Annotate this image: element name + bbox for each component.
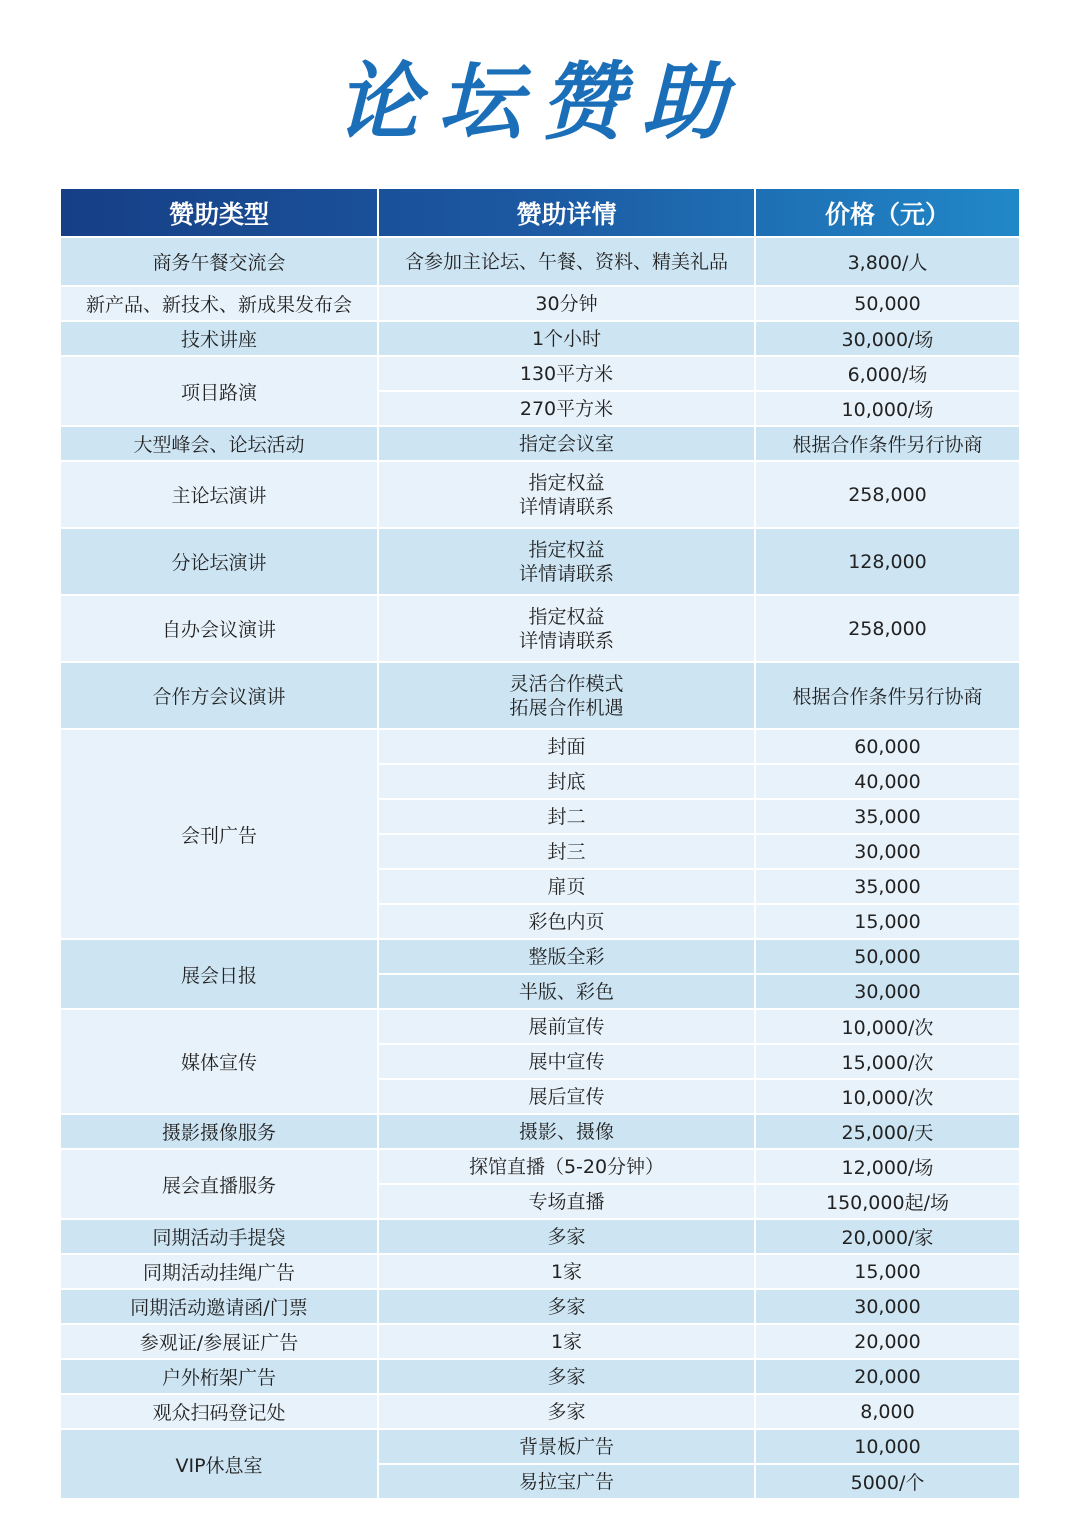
table-row: [61, 320, 1019, 355]
sponsor-type-cell: 媒体宣传: [61, 1010, 379, 1113]
price-cell: 根据合作条件另行协商: [792, 434, 983, 456]
detail-cell: [379, 1185, 756, 1218]
price-cell: 20,000: [854, 1365, 921, 1388]
detail-text: 指定会议室: [518, 432, 614, 455]
table-body: [61, 236, 1019, 1498]
price-cell: 8,000: [860, 1400, 915, 1423]
detail-cell: [379, 1465, 756, 1498]
sponsor-option-row: [379, 1010, 1019, 1043]
sponsor-options: [379, 287, 1019, 320]
detail-text: 易拉宝广告: [518, 1470, 614, 1493]
price-cell: 30,000: [854, 1295, 921, 1318]
sponsor-option-row: [379, 322, 1019, 355]
detail-cell: [379, 835, 756, 868]
detail-text: 指定权益: [528, 471, 605, 494]
detail-text: 拓展合作机遇: [509, 696, 624, 719]
detail-text: 封三: [547, 840, 586, 863]
detail-text: 多家: [547, 1225, 586, 1248]
detail-text: 多家: [547, 1295, 586, 1318]
table-row: [61, 1253, 1019, 1288]
sponsor-type-cell: 大型峰会、论坛活动: [61, 427, 379, 460]
detail-cell: [379, 1360, 756, 1393]
detail-cell: [379, 1325, 756, 1358]
sponsor-type-cell: 自办会议演讲: [61, 596, 379, 661]
header-detail: 赞助详情: [379, 189, 756, 236]
table-row: [61, 425, 1019, 460]
sponsor-option-row: [379, 238, 1019, 285]
price-cell: 30,000/场: [841, 329, 934, 351]
detail-cell: [379, 392, 756, 425]
detail-cell: [379, 596, 756, 661]
sponsor-options: [379, 940, 1019, 1008]
sponsor-option-row: [379, 1463, 1019, 1498]
detail-text: 灵活合作模式: [509, 672, 624, 695]
price-cell: 6,000/场: [847, 364, 928, 386]
detail-cell: [379, 975, 756, 1008]
sponsor-options: [379, 1010, 1019, 1113]
sponsor-option-row: [379, 1043, 1019, 1078]
sponsor-option-row: [379, 1325, 1019, 1358]
detail-text: 1家: [550, 1330, 583, 1353]
detail-text: 封面: [547, 735, 586, 758]
sponsor-options: [379, 1220, 1019, 1253]
sponsor-option-row: [379, 529, 1019, 594]
table-row: [61, 1393, 1019, 1428]
sponsor-option-row: [379, 1183, 1019, 1218]
sponsor-options: [379, 357, 1019, 425]
sponsor-option-row: [379, 1078, 1019, 1113]
sponsor-options: [379, 663, 1019, 728]
detail-text: 含参加主论坛、午餐、资料、精美礼品: [404, 250, 728, 273]
detail-cell: [379, 1395, 756, 1428]
sponsor-type-cell: 同期活动手提袋: [61, 1220, 379, 1253]
sponsor-option-row: [379, 1115, 1019, 1148]
sponsor-type-cell: 观众扫码登记处: [61, 1395, 379, 1428]
detail-text: 30分钟: [535, 292, 598, 315]
table-row: [61, 661, 1019, 728]
detail-cell: [379, 905, 756, 938]
sponsor-option-row: [379, 596, 1019, 661]
sponsor-option-row: [379, 1395, 1019, 1428]
detail-cell: [379, 730, 756, 763]
detail-text: 详情请联系: [518, 495, 614, 518]
table-row: [61, 1218, 1019, 1253]
detail-cell: [379, 870, 756, 903]
detail-text: 指定权益: [528, 538, 605, 561]
sponsor-options: [379, 1360, 1019, 1393]
sponsor-options: [379, 596, 1019, 661]
table-row: [61, 938, 1019, 1008]
sponsor-options: [379, 1290, 1019, 1323]
detail-cell: [379, 462, 756, 527]
price-cell: 258,000: [848, 617, 927, 640]
sponsor-type-cell: 商务午餐交流会: [61, 238, 379, 285]
sponsor-type-cell: 展会直播服务: [61, 1150, 379, 1218]
detail-cell: [379, 1220, 756, 1253]
sponsor-type-cell: VIP休息室: [61, 1430, 379, 1498]
sponsor-type-cell: 合作方会议演讲: [61, 663, 379, 728]
price-cell: 12,000/场: [841, 1157, 934, 1179]
table-row: [61, 1358, 1019, 1393]
sponsor-type-cell: 技术讲座: [61, 322, 379, 355]
detail-cell: [379, 1080, 756, 1113]
table-row: [61, 1428, 1019, 1498]
price-cell: 258,000: [848, 483, 927, 506]
price-cell: 128,000: [848, 550, 927, 573]
price-cell: 60,000: [854, 735, 921, 758]
sponsor-option-row: [379, 903, 1019, 938]
sponsor-option-row: [379, 868, 1019, 903]
price-cell: 10,000/场: [841, 399, 934, 421]
detail-text: 封二: [547, 805, 586, 828]
table-row: [61, 1323, 1019, 1358]
sponsor-type-cell: 会刊广告: [61, 730, 379, 938]
sponsor-options: [379, 1325, 1019, 1358]
detail-text: 270平方米: [519, 397, 614, 420]
sponsor-option-row: [379, 357, 1019, 390]
price-cell: 10,000: [854, 1435, 921, 1458]
sponsor-option-row: [379, 462, 1019, 527]
table-row: [61, 1288, 1019, 1323]
sponsor-option-row: [379, 663, 1019, 728]
sponsor-type-cell: 户外桁架广告: [61, 1360, 379, 1393]
sponsor-option-row: [379, 390, 1019, 425]
detail-text: 摄影、摄像: [518, 1120, 614, 1143]
price-cell: 15,000: [854, 1260, 921, 1283]
detail-cell: [379, 1290, 756, 1323]
sponsor-option-row: [379, 1220, 1019, 1253]
sponsor-type-cell: 同期活动挂绳广告: [61, 1255, 379, 1288]
sponsor-options: [379, 462, 1019, 527]
table-row: [61, 285, 1019, 320]
sponsorship-table: [61, 189, 1019, 1498]
table-row: [61, 460, 1019, 527]
table-row: [61, 236, 1019, 285]
price-cell: 30,000: [854, 980, 921, 1003]
price-cell: 15,000: [854, 910, 921, 933]
detail-cell: [379, 287, 756, 320]
sponsor-option-row: [379, 287, 1019, 320]
detail-cell: [379, 238, 756, 285]
detail-text: 指定权益: [528, 605, 605, 628]
table-row: [61, 728, 1019, 938]
sponsor-options: [379, 529, 1019, 594]
sponsor-option-row: [379, 1150, 1019, 1183]
detail-text: 扉页: [547, 875, 586, 898]
price-cell: 根据合作条件另行协商: [792, 686, 983, 708]
table-row: [61, 527, 1019, 594]
sponsor-option-row: [379, 940, 1019, 973]
sponsor-options: [379, 730, 1019, 938]
price-cell: 15,000/次: [841, 1052, 934, 1074]
detail-cell: [379, 427, 756, 460]
sponsor-type-cell: 摄影摄像服务: [61, 1115, 379, 1148]
detail-text: 整版全彩: [528, 945, 605, 968]
table-row: [61, 1113, 1019, 1148]
price-cell: 30,000: [854, 840, 921, 863]
table-row: [61, 355, 1019, 425]
sponsor-options: [379, 1395, 1019, 1428]
price-cell: 40,000: [854, 770, 921, 793]
detail-text: 1个小时: [531, 327, 602, 350]
sponsor-option-row: [379, 730, 1019, 763]
price-cell: 5000/个: [850, 1472, 925, 1494]
sponsor-type-cell: 主论坛演讲: [61, 462, 379, 527]
sponsor-option-row: [379, 1290, 1019, 1323]
table-row: [61, 1148, 1019, 1218]
table-header: [61, 189, 1019, 236]
detail-text: 展中宣传: [528, 1050, 605, 1073]
price-cell: 20,000/家: [841, 1227, 934, 1249]
detail-cell: [379, 940, 756, 973]
detail-cell: [379, 1255, 756, 1288]
price-cell: 35,000: [854, 875, 921, 898]
sponsor-options: [379, 322, 1019, 355]
detail-cell: [379, 1115, 756, 1148]
detail-cell: [379, 663, 756, 728]
sponsor-options: [379, 1430, 1019, 1498]
sponsor-type-cell: 新产品、新技术、新成果发布会: [61, 287, 379, 320]
page-title: 论坛赞助: [335, 53, 744, 151]
detail-text: 展后宣传: [528, 1085, 605, 1108]
detail-cell: [379, 1430, 756, 1463]
detail-cell: [379, 1045, 756, 1078]
detail-cell: [379, 1010, 756, 1043]
price-cell: 10,000/次: [841, 1087, 934, 1109]
detail-text: 详情请联系: [518, 562, 614, 585]
sponsor-option-row: [379, 1255, 1019, 1288]
sponsor-option-row: [379, 1360, 1019, 1393]
detail-text: 130平方米: [519, 362, 614, 385]
detail-cell: [379, 800, 756, 833]
sponsor-type-cell: 分论坛演讲: [61, 529, 379, 594]
sponsor-options: [379, 238, 1019, 285]
price-cell: 25,000/天: [841, 1122, 934, 1144]
detail-text: 彩色内页: [528, 910, 605, 933]
sponsor-options: [379, 1255, 1019, 1288]
detail-cell: [379, 1150, 756, 1183]
detail-text: 封底: [547, 770, 586, 793]
sponsor-type-cell: 参观证/参展证广告: [61, 1325, 379, 1358]
price-cell: 35,000: [854, 805, 921, 828]
table-row: [61, 594, 1019, 661]
detail-cell: [379, 765, 756, 798]
sponsor-type-cell: 展会日报: [61, 940, 379, 1008]
sponsor-option-row: [379, 763, 1019, 798]
sponsor-options: [379, 427, 1019, 460]
detail-text: 多家: [547, 1400, 586, 1423]
sponsor-options: [379, 1150, 1019, 1218]
price-cell: 10,000/次: [841, 1017, 934, 1039]
detail-text: 展前宣传: [528, 1015, 605, 1038]
price-cell: 150,000起/场: [826, 1192, 949, 1214]
price-cell: 3,800/人: [847, 252, 928, 274]
detail-cell: [379, 322, 756, 355]
detail-text: 详情请联系: [518, 629, 614, 652]
price-cell: 50,000: [854, 292, 921, 315]
sponsor-option-row: [379, 798, 1019, 833]
price-cell: 50,000: [854, 945, 921, 968]
sponsor-option-row: [379, 427, 1019, 460]
header-price: 价格（元）: [824, 199, 950, 229]
detail-text: 多家: [547, 1365, 586, 1388]
sponsor-option-row: [379, 973, 1019, 1008]
sponsor-type-cell: 同期活动邀请函/门票: [61, 1290, 379, 1323]
detail-cell: [379, 529, 756, 594]
table-row: [61, 1008, 1019, 1113]
detail-text: 背景板广告: [518, 1435, 614, 1458]
detail-text: 1家: [550, 1260, 583, 1283]
sponsor-option-row: [379, 1430, 1019, 1463]
detail-text: 专场直播: [528, 1190, 605, 1213]
detail-text: 探馆直播（5-20分钟）: [468, 1155, 665, 1178]
sponsor-type-cell: 项目路演: [61, 357, 379, 425]
sponsor-option-row: [379, 833, 1019, 868]
header-type: 赞助类型: [61, 189, 379, 236]
detail-cell: [379, 357, 756, 390]
detail-text: 半版、彩色: [518, 980, 614, 1003]
price-cell: 20,000: [854, 1330, 921, 1353]
sponsor-options: [379, 1115, 1019, 1148]
